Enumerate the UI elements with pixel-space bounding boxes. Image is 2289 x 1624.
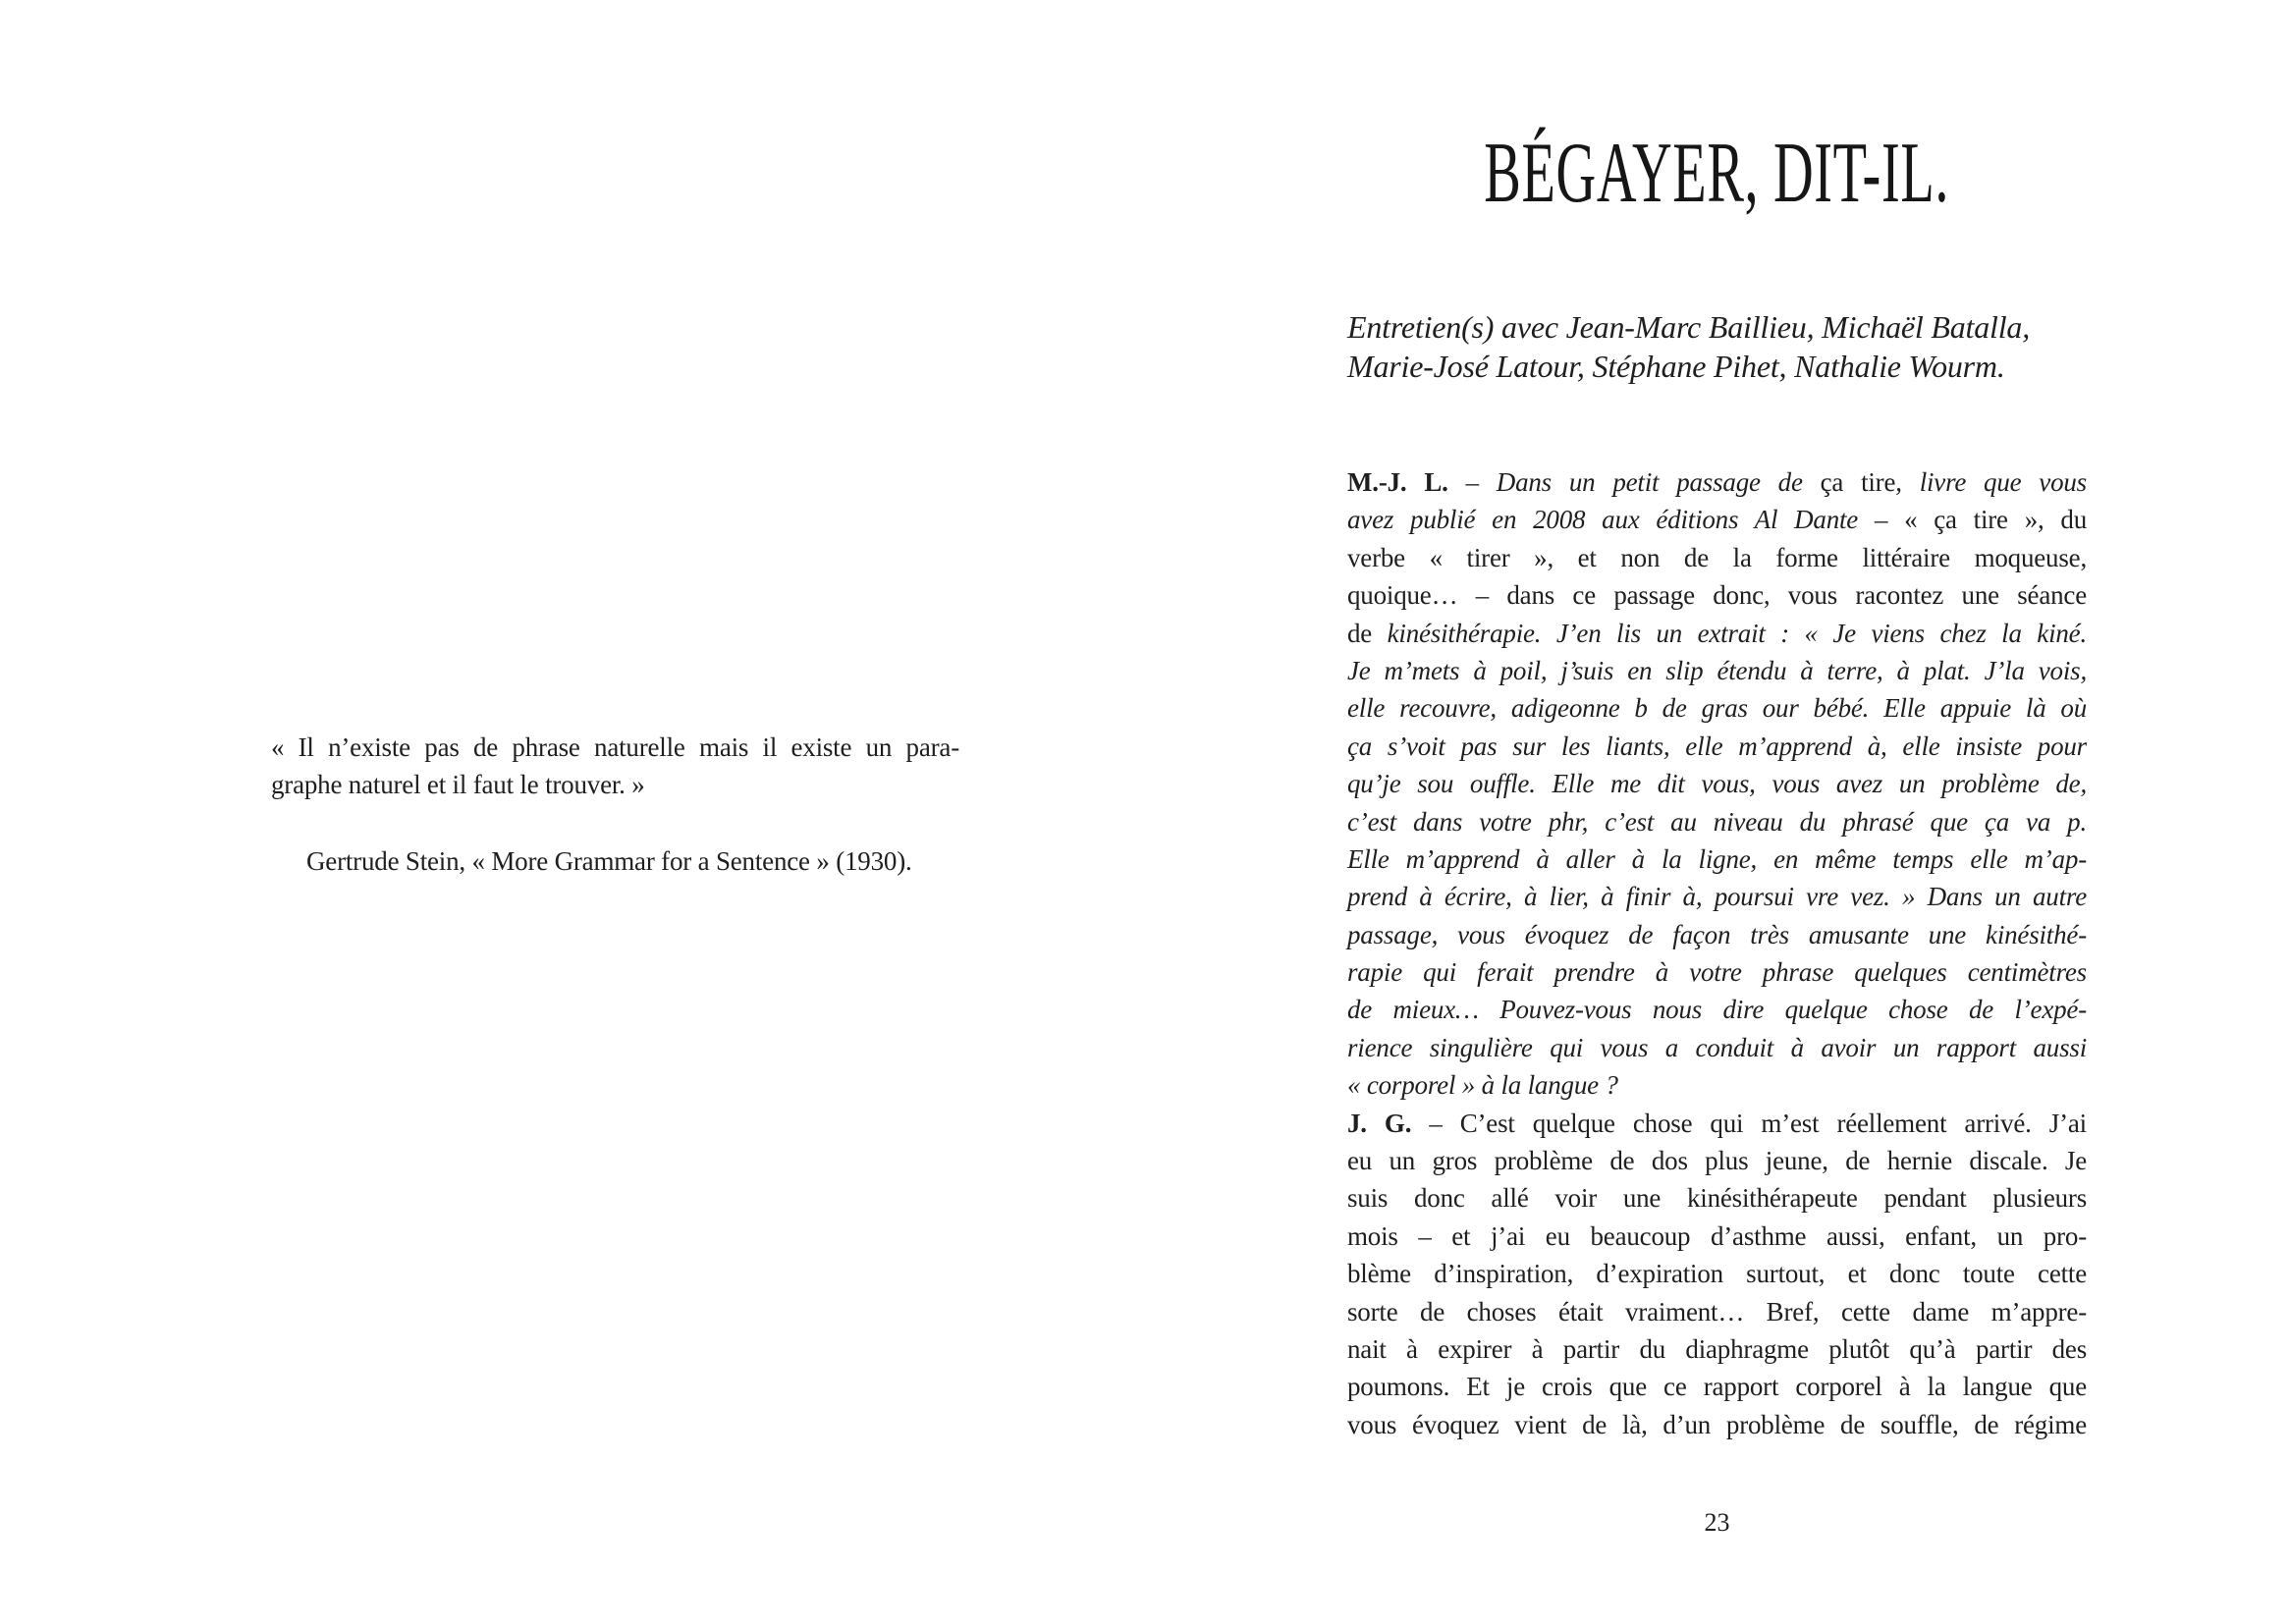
body-line (1347, 765, 2087, 802)
body-line (1347, 1029, 2087, 1066)
body-run: M.-J. L. (1347, 467, 1448, 497)
body-line (1347, 1293, 2087, 1330)
body-line (1347, 1255, 2087, 1292)
body-line (1347, 840, 2087, 878)
body-line (1347, 1179, 2087, 1217)
body-line (1347, 1218, 2087, 1255)
body-run: rapie qui ferait prendre à votre phrase quelques centimètres (1347, 957, 2087, 988)
text-line: Marie-José Latour, Stéphane Pihet, Nathalie Wourm. (1347, 349, 2005, 384)
body-run: verbe « tirer », et non de la forme littéraire moqueuse, (1347, 542, 2087, 572)
body-run: blème d’inspiration, d’expiration surtout, et donc toute cette (1347, 1259, 2087, 1289)
epigraph-attribution: Gertrude Stein, « More Grammar for a Sentence » (1930). (306, 846, 912, 876)
body-line (1347, 576, 2087, 614)
body-run: mois – et j’ai eu beaucoup d’asthme aussi, enfant, un pro- (1347, 1220, 2087, 1251)
body-line (1347, 501, 2087, 538)
body-line (1347, 916, 2087, 953)
page-number: 23 (1704, 1508, 1730, 1537)
body-run: avez publié en 2008 aux éditions Al Dante (1347, 505, 1875, 535)
body-run: c’est dans votre phr, c’est au niveau du phrasé que ça va p. (1347, 806, 2087, 837)
body-run: nait à expirer à partir du diaphragme plutôt qu’à partir des (1347, 1333, 2087, 1364)
body-run: elle recouvre, adigeonne b de gras our bébé. Elle appuie là où (1347, 693, 2087, 724)
body-run: « corporel » à la langue ? (1347, 1070, 1618, 1101)
body-run: Elle m’apprend à aller à la ligne, en même temps elle m’ap- (1347, 843, 2087, 874)
body-line (1347, 463, 2087, 501)
body-line (1347, 803, 2087, 840)
text-line: Entretien(s) avec Jean-Marc Baillieu, Michaël Batalla, (1347, 309, 2031, 345)
left-page (0, 0, 1144, 1624)
body-line (1347, 615, 2087, 652)
interview-byline (1347, 307, 2087, 386)
chapter-title: BÉGAYER, DIT-IL. (1484, 126, 1950, 221)
body-line (1347, 1406, 2087, 1443)
body-run: Dans un petit passage de (1496, 467, 1821, 497)
body-run: – « ça tire », du (1874, 505, 2087, 535)
body-run: Je m’mets à poil, j’suis en slip étendu à terre, à plat. J’la vois, (1347, 655, 2087, 685)
body-run: eu un gros problème de dos plus jeune, de hernie discale. Je (1347, 1146, 2087, 1176)
body-run: kinésithérapie. J’en lis un extrait : « Je viens chez la kiné. (1387, 618, 2088, 648)
body-run: – C’est quelque chose qui m’est réellement arrivé. J’ai (1411, 1108, 2087, 1138)
body-run: – (1447, 467, 1497, 497)
body-line (1347, 1142, 2087, 1179)
body-run: suis donc allé voir une kinésithérapeute pendant plusieurs (1347, 1183, 2087, 1214)
body-run: J. G. (1347, 1108, 1412, 1138)
body-line (1347, 1330, 2087, 1368)
body-run: passage, vous évoquez de façon très amusante une kinésithé- (1347, 919, 2087, 949)
body-line (1347, 878, 2087, 915)
body-line (1347, 1105, 2087, 1142)
body-run: de (1347, 618, 1388, 648)
body-run: ça s’voit pas sur les liants, elle m’apprend à, elle insiste pour (1347, 731, 2087, 761)
body-run: ça tire (1820, 467, 1896, 497)
text-line: « Il n’existe pas de phrase naturelle mais il existe un para- (271, 732, 959, 762)
body-line (1347, 689, 2087, 727)
text-line: graphe naturel et il faut le trouver. » (271, 770, 645, 799)
body-line (1347, 728, 2087, 765)
body-run: sorte de choses était vraiment… Bref, cette dame m’appre- (1347, 1296, 2087, 1326)
epigraph-quote (271, 729, 959, 803)
chapter-title-wrap (1347, 126, 2087, 221)
body-line (1347, 953, 2087, 991)
body-line (1347, 1066, 2087, 1104)
body-line (1347, 652, 2087, 689)
body-run: , livre que vous (1895, 467, 2087, 497)
body-run: qu’je sou ouffle. Elle me dit vous, vous avez un problème de, (1347, 769, 2087, 799)
body-run: vous évoquez vient de là, d’un problème de souffle, de régime (1347, 1409, 2087, 1439)
interview-body (1347, 463, 2087, 1443)
body-run: prend à écrire, à lier, à finir à, poursui vre vez. » Dans un autre (1347, 882, 2087, 912)
body-run: rience singulière qui vous a conduit à avoir un rapport aussi (1347, 1032, 2087, 1062)
body-line (1347, 539, 2087, 576)
body-line (1347, 991, 2087, 1028)
body-line (1347, 1368, 2087, 1405)
body-run: poumons. Et je crois que ce rapport corporel à la langue que (1347, 1372, 2087, 1402)
body-run: quoique… – dans ce passage donc, vous racontez une séance (1347, 580, 2087, 611)
body-run: de mieux… Pouvez-vous nous dire quelque chose de l’expé- (1347, 995, 2087, 1025)
